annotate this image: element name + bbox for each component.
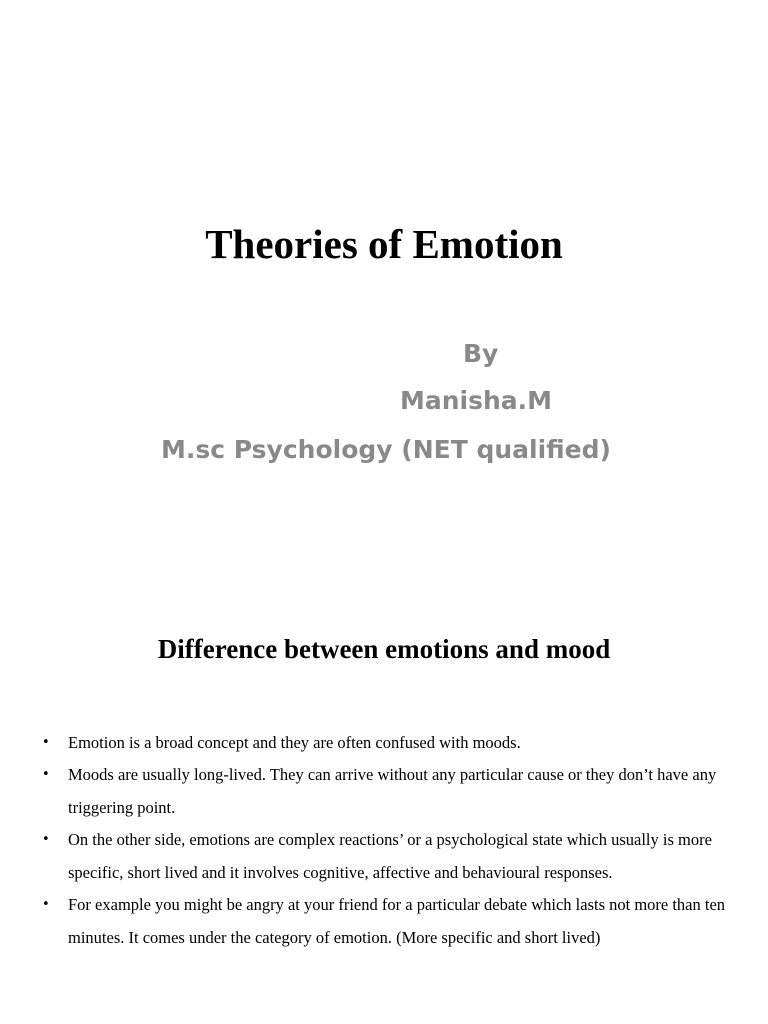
list-item (42, 888, 732, 954)
presentation-title: Theories of Emotion (205, 221, 563, 267)
bullet-text: For example you might be angry at your friend for a particular debate which lasts not more than ten minutes. It comes under the category of emotion. (More specific and short lived) (68, 895, 726, 947)
bullet-text: Moods are usually long-lived. They can arrive without any particular cause or they don’t have any triggering point. (68, 765, 717, 817)
bullet-icon: • (42, 735, 50, 750)
author-name: Manisha.M (400, 386, 553, 415)
list-item (42, 726, 732, 759)
author-qualification: M.sc Psychology (NET qualified) (161, 435, 611, 464)
by-label: By (463, 339, 499, 368)
bullet-text: Emotion is a broad concept and they are often confused with moods. (68, 733, 521, 752)
list-item (42, 823, 732, 889)
bullet-text: On the other side, emotions are complex reactions’ or a psychological state which usually is more specific, short lived and it involves cognitive, affective and behavioural responses. (68, 830, 712, 882)
list-item (42, 758, 732, 824)
section-heading: Difference between emotions and mood (157, 634, 611, 664)
bullet-icon: • (42, 897, 50, 912)
bullet-list (42, 726, 732, 953)
content-slide (0, 575, 768, 1024)
bullet-icon: • (42, 767, 50, 782)
bullet-icon: • (42, 832, 50, 847)
